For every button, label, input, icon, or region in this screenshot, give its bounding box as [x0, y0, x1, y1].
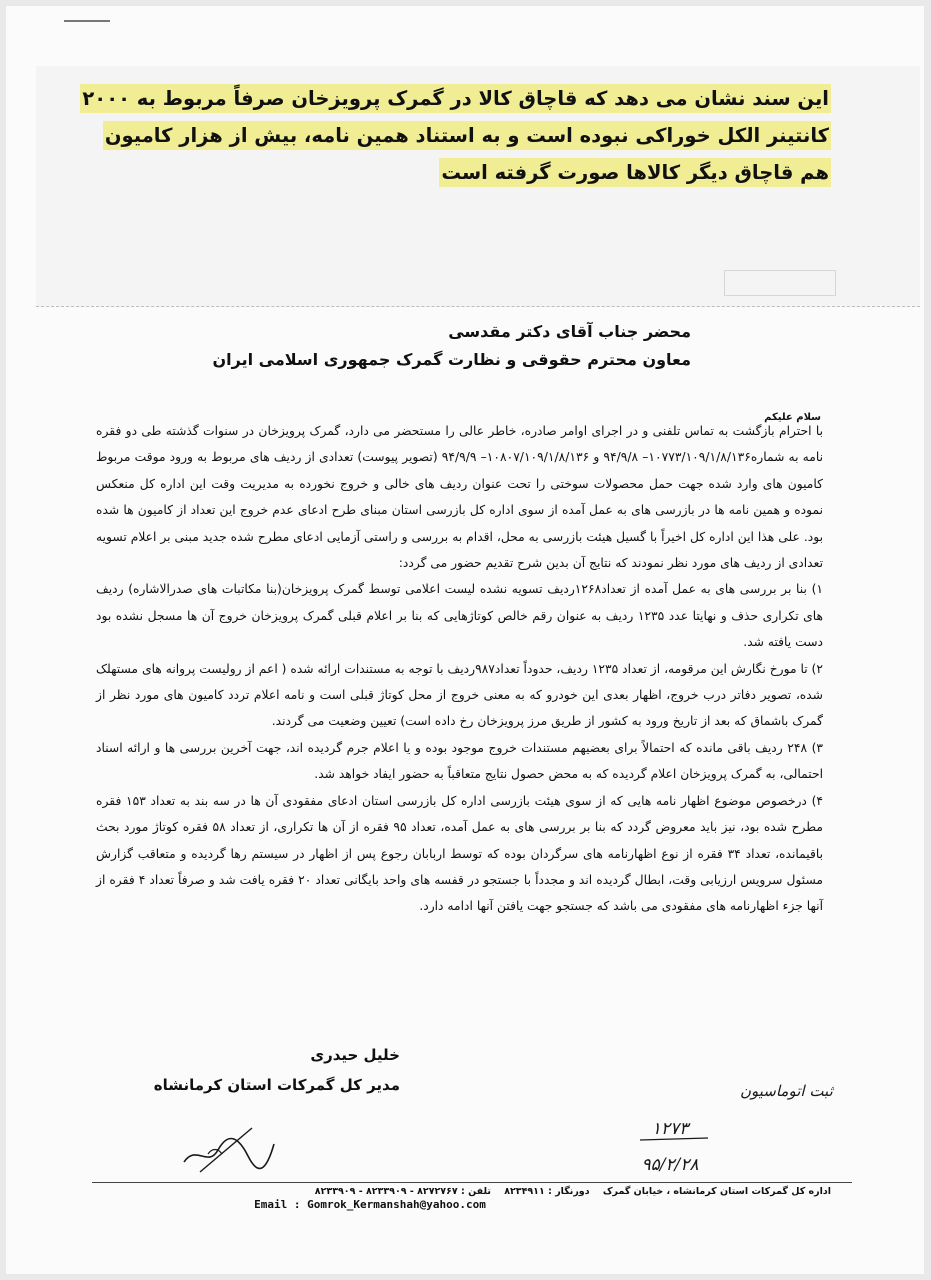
body-item-2: ۲) تا مورخ نگارش این مرقومه، از تعداد ۱۲۳۵ ردیف، حدوداً تعداد۹۸۷ردیف با توجه به مستندات ارائه شده ( اعم از رولیست پروانه های مستهلک شده، تصویر دفاتر درب خروج، اظهار بعدی این خودرو که به معنی خروج از محل کوتاژ قبلی است و نامه اعلام تردد کامیون های مورد نظر از گمرک باشماق که بعد از تاریخ ورود به کشور از طریق مرز پرویزخان رخ داده است) تعیین وضعیت می گردند.: [96, 661, 823, 729]
faint-stamp-box: [724, 270, 836, 296]
body-item-3: ۳) ۲۴۸ ردیف باقی مانده که احتمالاً برای بعضیهم مستندات خروج موجود بوده و یا اعلام جرم گردیده اند، جهت آخرین بررسی ها و ارائه اسناد احتمالی، به گمرک پرویزخان اعلام گردیده که به محض حصول نتایج متعاقباً به حضور ایفاد خواهد شد.: [96, 740, 823, 782]
footer-rule: [92, 1182, 852, 1183]
footer-address: اداره کل گمرکات استان کرمانشاه ، خیابان گمرک: [602, 1186, 831, 1197]
recipient-block: [150, 318, 691, 374]
handnote-line-2: ۱۲۷۳: [651, 1119, 689, 1139]
signer-title: مدیر کل گمرکات استان کرمانشاه: [153, 1076, 400, 1094]
handnote-line-3: ۹۵/۲/۲۸: [641, 1155, 699, 1175]
letter-body: [96, 418, 823, 920]
recipient-line-1: محضر جناب آقای دکتر مقدسی: [448, 322, 691, 341]
recipient-line-2: معاون محترم حقوقی و نظارت گمرک جمهوری اسلامی ایران: [212, 350, 691, 369]
footer-contact: [96, 1186, 831, 1197]
signer-name: خلیل حیدری: [310, 1046, 400, 1064]
footer-fax: دورنگار : ۸۲۳۴۹۱۱: [504, 1186, 590, 1197]
handwritten-registration-note: [560, 1072, 833, 1182]
signature-block: [140, 1040, 400, 1100]
footer-phone: تلفن : ۸۲۷۲۷۶۷ - ۸۲۳۳۹۰۹ - ۸۲۳۳۹۰۹: [314, 1186, 491, 1197]
highlighted-headline: [80, 80, 831, 191]
headline-text: این سند نشان می دهد که قاچاق کالا در گمرک پرویزخان صرفاً مربوط به ۲۰۰۰ کانتینر الکل خوراکی نبوده است و به استناد همین نامه، بیش از هزار کامیون هم قاچاق دیگر کالاها صورت گرفته است: [80, 84, 831, 187]
salutation: سلام علیکم: [764, 412, 821, 423]
body-intro: با احترام بازگشت به تماس تلفنی و در اجرای اوامر صادره، خاطر عالی را مستحضر می دارد، گمرک پرویزخان در سنوات گذشته طی دو فقره نامه به شماره۱۰۷۷۳/۱۰۹/۱/۸/۱۳۶– ۹۴/۹/۸ و ۱۰۸۰۷/۱۰۹/۱/۸/۱۳۶– ۹۴/۹/۹ (تصویر پیوست) تعدادی از ردیف های مربوط به ورود موقت مربوط کامیون های وارد شده جهت حمل محصولات سوختی را تحت عنوان ردیف های خالی و خروج نخورده به مدیریت وقت این اداره کل منعکس نموده و همین نامه ها در بازرسی های به عمل آمده از سوی اداره کل بازرسی استان مبنای طرح ادعای عدم خروج این تعداد از کامیون ها شده بود. علی هذا این اداره کل اخیراً با گسیل هیئت بازرسی به محل، اقدام به بررسی و راستی آزمایی ادعای مطرح شده جدید مبنی بر اعلام تسویه تعدادی از ردیف های مورد نظر نمودند که نتایج آن بدین شرح تقدیم حضور می گردد:: [96, 424, 823, 571]
body-item-1: ۱) بنا بر بررسی های به عمل آمده از تعداد۱۲۶۸ردیف تسویه نشده لیست اعلامی توسط گمرک پرویزخان(بنا مکاتبات های صدرالاشاره) ردیف های تکراری حذف و نهایتا عدد ۱۲۳۵ ردیف به عنوان رقم خالص کوتاژهایی که بنا بر اعلام قبلی گمرک پرویزخان خروج آن ها مسجل نشده بود دست یافته شد.: [96, 582, 823, 650]
body-item-4: ۴) درخصوص موضوع اظهار نامه هایی که از سوی هیئت بازرسی اداره کل بازرسی استان ادعای مفقودی آن ها در سه بند به تعداد ۱۵۳ فقره مطرح شده بود، نیز باید معروض گردد که بنا بر بررسی های به عمل آمده، تعداد ۹۵ فقره از آن ها تکراری، از تعداد ۵۸ فقره کوتاژ مورد بحث باقیمانده، تعداد ۳۴ فقره از نوع اظهارنامه های سرگردان بوده که توسط اربابان رجوع پس از اظهار در سیستم رها گردیده و متعاقب گزارش مسئول سرویس ارزیابی وقت، ابطال گردیده اند و مجدداً با جستجو در قفسه های واحد بایگانی تعداد ۲۰ فقره یافت شد و صرفاً تعداد ۴ فقره از آنها جزء اظهارنامه های مفقودی می باشد که جستجو جهت یافتن آنها ادامه دارد.: [96, 793, 824, 914]
handnote-line-1: ثبت اتوماسیون: [740, 1082, 833, 1100]
footer-email: Email : Gomrok_Kermanshah@yahoo.com: [254, 1198, 486, 1211]
staple-mark: [64, 20, 110, 22]
handwritten-signature: [178, 1118, 278, 1178]
